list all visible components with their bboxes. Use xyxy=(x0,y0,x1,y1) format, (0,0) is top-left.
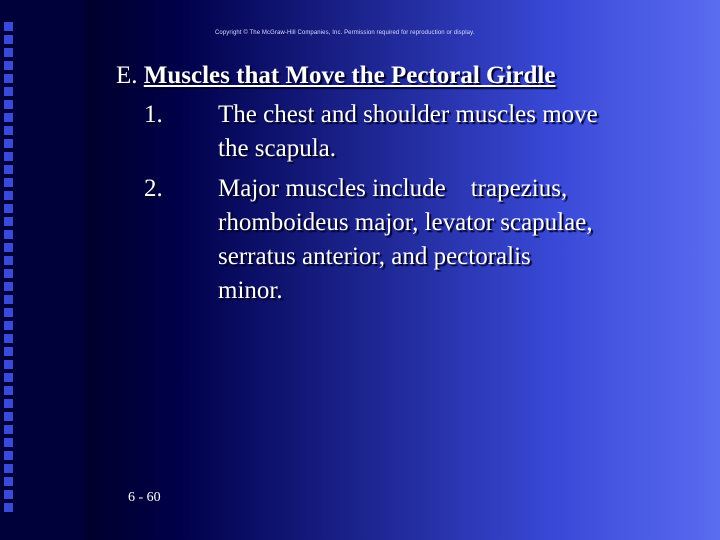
decorative-square xyxy=(4,191,13,200)
decorative-square xyxy=(4,256,13,265)
decorative-square xyxy=(4,269,13,278)
decorative-square xyxy=(4,243,13,252)
decorative-square xyxy=(4,399,13,408)
item-line: The chest and shoulder muscles move xyxy=(218,101,598,128)
decorative-square xyxy=(4,22,13,31)
decorative-square xyxy=(4,490,13,499)
decorative-square xyxy=(4,113,13,122)
decorative-square xyxy=(4,217,13,226)
decorative-square xyxy=(4,87,13,96)
decorative-square xyxy=(4,412,13,421)
decorative-square xyxy=(4,178,13,187)
decorative-square xyxy=(4,438,13,447)
decorative-square xyxy=(4,100,13,109)
item-line: minor. xyxy=(218,277,283,304)
slide-number: 6 - 60 xyxy=(128,490,161,505)
decorative-square xyxy=(4,464,13,473)
decorative-square xyxy=(4,451,13,460)
left-decoration-strip xyxy=(0,0,86,540)
decorative-squares xyxy=(4,22,26,516)
copyright-notice: Copyright © The McGraw-Hill Companies, Inc. Permission required for reproduction or display. xyxy=(215,30,475,36)
decorative-square xyxy=(4,477,13,486)
decorative-square xyxy=(4,282,13,291)
item-line: serratus anterior, and pectoralis xyxy=(218,243,531,270)
decorative-square xyxy=(4,321,13,330)
section-title: Muscles that Move the Pectoral Girdle xyxy=(143,62,556,89)
decorative-square xyxy=(4,503,13,512)
decorative-square xyxy=(4,334,13,343)
item-line: the scapula. xyxy=(218,135,337,162)
decorative-square xyxy=(4,347,13,356)
decorative-square xyxy=(4,386,13,395)
item-line: Major muscles include trapezius, xyxy=(218,175,568,202)
decorative-square xyxy=(4,48,13,57)
decorative-square xyxy=(4,61,13,70)
decorative-square xyxy=(4,360,13,369)
decorative-square xyxy=(4,35,13,44)
item-number: 2. xyxy=(144,175,163,202)
item-text xyxy=(218,172,688,308)
decorative-square xyxy=(4,126,13,135)
section-heading xyxy=(116,60,555,92)
section-letter: E. xyxy=(116,62,138,89)
decorative-square xyxy=(4,165,13,174)
decorative-square xyxy=(4,204,13,213)
decorative-square xyxy=(4,425,13,434)
decorative-square xyxy=(4,230,13,239)
decorative-square xyxy=(4,74,13,83)
decorative-square xyxy=(4,295,13,304)
decorative-square xyxy=(4,308,13,317)
decorative-square xyxy=(4,152,13,161)
item-text xyxy=(218,98,688,166)
item-line: rhomboideus major, levator scapulae, xyxy=(218,209,593,236)
decorative-square xyxy=(4,373,13,382)
item-number: 1. xyxy=(144,101,163,128)
decorative-square xyxy=(4,139,13,148)
